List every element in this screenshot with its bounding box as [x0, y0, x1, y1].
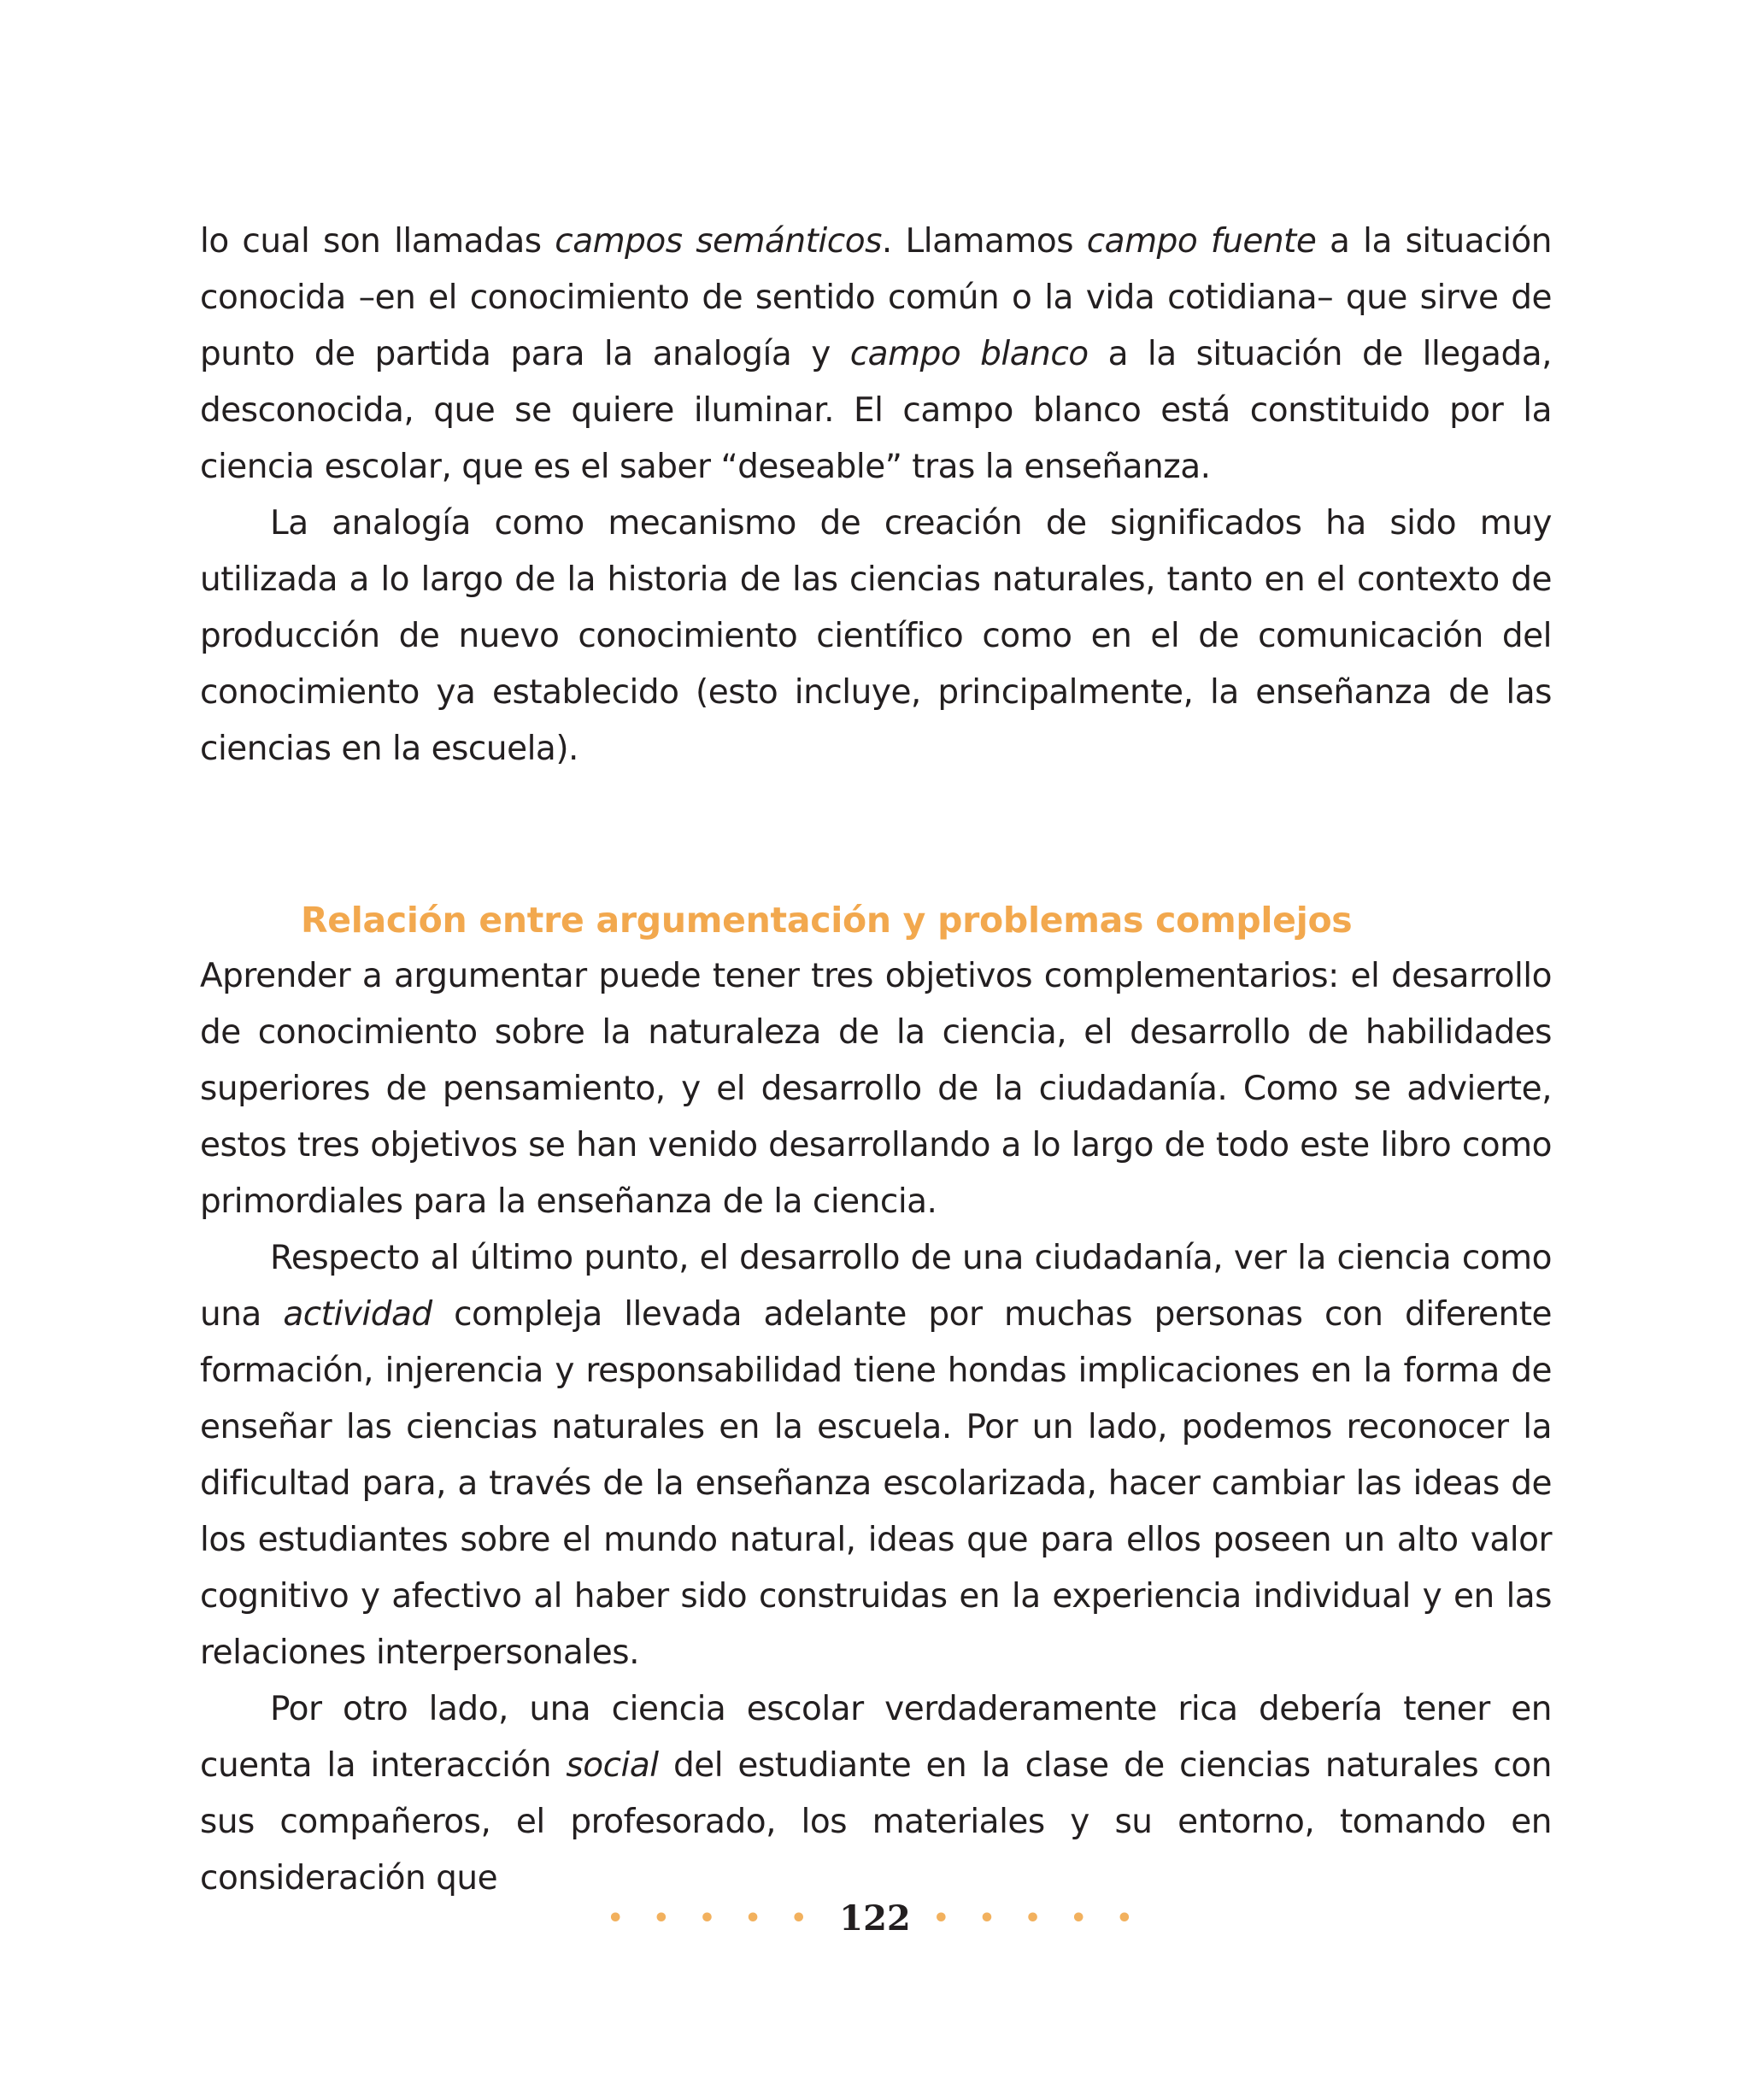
- italic-term: campos semánticos: [555, 222, 882, 261]
- paragraph-2: [200, 496, 1552, 777]
- section-spacer: [200, 777, 1552, 892]
- text-run: lo cual son llamadas: [200, 222, 555, 261]
- italic-term: actividad: [283, 1295, 432, 1334]
- paragraph-3: [200, 948, 1552, 1230]
- paragraph-5: [200, 1681, 1552, 1907]
- italic-term: social: [566, 1746, 659, 1785]
- text-run: . Llamamos: [881, 222, 1087, 261]
- footer-dots-left: • • • • •: [607, 1903, 818, 1933]
- text-run: a la situación de llegada, desconocida, que se quiere iluminar. El campo blanco está constituido por la ciencia escolar, que es el saber “deseable” tras la enseñanza.: [200, 335, 1552, 486]
- text-run: del estudiante en la clase de ciencias naturales con sus compañeros, el profesorado, los materiales y su entorno, tomando en consideración que: [200, 1746, 1553, 1898]
- footer-dots-right: • • • • •: [932, 1903, 1143, 1933]
- page-body: [200, 214, 1552, 1907]
- text-run: La analogía como mecanismo de creación de significados ha sido muy utilizada a lo largo de la historia de las ciencias naturales, tanto en el contexto de producción de nuevo conocimiento científico como en el de comunicación del conocimiento ya establecido (esto incluye, principalmente, la enseñanza de las ciencias en la escuela).: [200, 504, 1552, 768]
- page-number: 122: [839, 1898, 911, 1939]
- text-run: Aprender a argumentar puede tener tres objetivos complementarios: el desarrollo de conocimiento sobre la naturaleza de la ciencia, el desarrollo de habilidades superiores de pensamiento, y el desarrollo de la ciudadanía. Como se advierte, estos tres objetivos se han venido desarrollando a lo largo de todo este libro como primordiales para la enseñanza de la ciencia.: [200, 957, 1552, 1221]
- page-footer: [0, 1898, 1750, 1939]
- italic-term: campo blanco: [849, 335, 1089, 373]
- paragraph-4: [200, 1230, 1552, 1681]
- text-run: a la situación conocida –en el conocimiento de sentido común o la vida cotidiana– que sirve de punto de partida para la analogía y: [200, 222, 1553, 373]
- paragraph-1: [200, 214, 1552, 496]
- section-heading: Relación entre argumentación y problemas complejos: [301, 900, 1353, 941]
- italic-term: campo fuente: [1086, 222, 1317, 261]
- text-run: compleja llevada adelante por muchas personas con diferente formación, injerencia y responsabilidad tiene hondas implicaciones en la forma de enseñar las ciencias naturales en la escuela. Por un lado, podemos reconocer la dificultad para, a través de la enseñanza escolarizada, hacer cambiar las ideas de los estudiantes sobre el mundo natural, ideas que para ellos poseen un alto valor cognitivo y afectivo al haber sido construidas en la experiencia individual y en las relaciones interpersonales.: [200, 1295, 1552, 1672]
- text-run: Respecto al último punto, el desarrollo de una ciudadanía, ver la ciencia como una: [200, 1239, 1552, 1334]
- text-run: Por otro lado, una ciencia escolar verdaderamente rica debería tener en cuenta la interacción: [200, 1690, 1552, 1785]
